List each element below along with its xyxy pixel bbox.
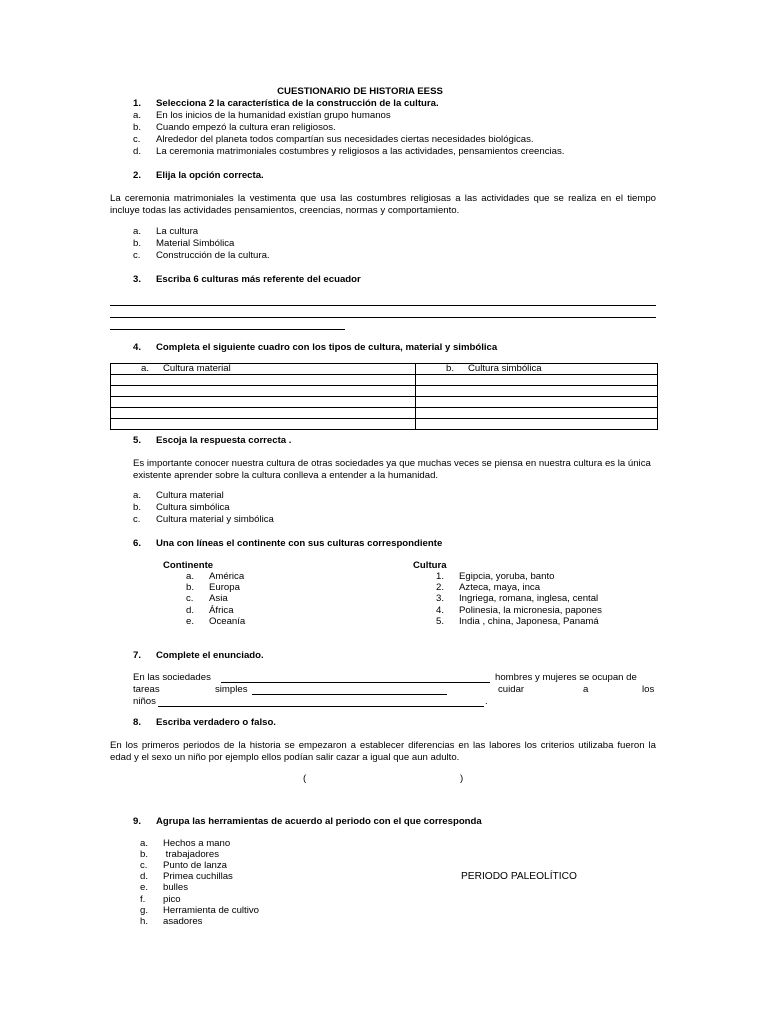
table-cell[interactable] — [416, 397, 658, 408]
sentence-text: hombres y mujeres se ocupan de — [495, 672, 637, 683]
option-letter: b. — [133, 122, 142, 133]
continent-name: África — [209, 605, 234, 616]
continent-header: Continente — [163, 560, 214, 571]
table-cell[interactable] — [111, 386, 416, 397]
culture-list: Azteca, maya, inca — [459, 582, 541, 593]
question-8-text: Escriba verdadero o falso. — [156, 717, 276, 728]
culture-list: Egipcia, yoruba, banto — [459, 571, 555, 582]
question-8-paragraph: En los primeros periodos de la historia se empezaron a establecer diferencias en las labores los criterios utilizaba fueron la edad y el sexo un niño por ejemplo ellos podían salir cazar a igual que aun adulto. — [110, 740, 656, 763]
item-letter: a. — [140, 838, 149, 849]
sentence-text: los — [642, 684, 655, 695]
option-letter: a. — [133, 490, 142, 501]
table-cell[interactable] — [416, 386, 658, 397]
table-header-row — [111, 364, 658, 375]
column-label: Cultura material — [163, 363, 231, 374]
culture-list: Polinesia, la micronesia, papones — [459, 605, 602, 616]
culture-header: Cultura — [413, 560, 447, 571]
continent-letter: c. — [186, 593, 194, 604]
fill-blank[interactable] — [221, 682, 490, 683]
option-text: Cultura material — [156, 490, 224, 501]
fill-blank[interactable] — [158, 706, 484, 707]
question-5-number: 5. — [133, 435, 142, 446]
tool-item: bulles — [163, 882, 189, 893]
option-text: Cultura material y simbólica — [156, 514, 274, 525]
sentence-text: cuidar — [498, 684, 525, 695]
culture-types-table — [110, 363, 658, 430]
question-7-text: Complete el enunciado. — [156, 650, 264, 661]
column-symbolic — [416, 364, 658, 375]
item-letter: b. — [140, 849, 149, 860]
continent-name: Asia — [209, 593, 228, 604]
sentence-text: En las sociedades — [133, 672, 211, 683]
question-3-text: Escriba 6 culturas más referente del ecuador — [156, 274, 361, 285]
table-row — [111, 397, 658, 408]
question-8-number: 8. — [133, 717, 142, 728]
culture-number: 1. — [436, 571, 445, 582]
culture-number: 5. — [436, 616, 445, 627]
table-cell[interactable] — [111, 408, 416, 419]
item-letter: h. — [140, 916, 149, 927]
culture-number: 2. — [436, 582, 445, 593]
tool-item: Herramienta de cultivo — [163, 905, 259, 916]
tool-item: Hechos a mano — [163, 838, 231, 849]
question-1-number: 1. — [133, 98, 142, 109]
question-4-number: 4. — [133, 342, 142, 353]
table-row — [111, 375, 658, 386]
item-letter: g. — [140, 905, 149, 916]
table-cell[interactable] — [416, 419, 658, 430]
sentence-text: . — [485, 696, 488, 707]
table-cell[interactable] — [416, 408, 658, 419]
table-cell[interactable] — [111, 419, 416, 430]
answer-line[interactable] — [110, 329, 345, 330]
question-5-text: Escoja la respuesta correcta . — [156, 435, 292, 446]
column-material — [111, 364, 416, 375]
option-text: Material Simbólica — [156, 238, 235, 249]
question-7-number: 7. — [133, 650, 142, 661]
column-letter: a. — [141, 363, 150, 374]
question-3-number: 3. — [133, 274, 142, 285]
sentence-text: simples — [215, 684, 248, 695]
option-letter: b. — [133, 238, 142, 249]
culture-list: Ingriega, romana, inglesa, cental — [459, 593, 599, 604]
option-letter: c. — [133, 134, 141, 145]
option-text: La ceremonia matrimoniales costumbres y religiosos a las actividades, pensamientos creencias. — [156, 146, 565, 157]
sentence-text: niños — [133, 696, 156, 707]
continent-name: Europa — [209, 582, 240, 593]
option-text: En los inicios de la humanidad existían grupo humanos — [156, 110, 391, 121]
option-letter: c. — [133, 250, 141, 261]
table-row — [111, 408, 658, 419]
tool-item: Primea cuchillas — [163, 871, 233, 882]
question-6-number: 6. — [133, 538, 142, 549]
answer-paren-open[interactable]: ( — [303, 773, 307, 784]
option-letter: a. — [133, 226, 142, 237]
question-2-text: Elija la opción correcta. — [156, 170, 264, 181]
sentence-text: tareas — [133, 684, 160, 695]
item-letter: e. — [140, 882, 149, 893]
option-text: Cuando empezó la cultura eran religiosos. — [156, 122, 336, 133]
fill-blank[interactable] — [252, 694, 447, 695]
question-6-text: Una con líneas el continente con sus culturas correspondiente — [156, 538, 443, 549]
table-cell[interactable] — [111, 397, 416, 408]
culture-number: 4. — [436, 605, 445, 616]
column-label: Cultura simbólica — [468, 363, 542, 374]
continent-letter: a. — [186, 571, 195, 582]
question-4-text: Completa el siguiente cuadro con los tipos de cultura, material y simbólica — [156, 342, 498, 353]
answer-line[interactable] — [110, 317, 656, 318]
question-1-text: Selecciona 2 la característica de la construcción de la cultura. — [156, 98, 439, 109]
continent-name: Oceanía — [209, 616, 246, 627]
tool-item: Punto de lanza — [163, 860, 228, 871]
option-letter: d. — [133, 146, 142, 157]
table-row — [111, 386, 658, 397]
culture-number: 3. — [436, 593, 445, 604]
item-letter: c. — [140, 860, 148, 871]
option-letter: c. — [133, 514, 141, 525]
question-2-paragraph: La ceremonia matrimoniales la vestimenta que usa las costumbres religiosas a las actividades que se realiza en el tiempo incluye todas las actividades pensamientos, creencias, normas y comportamiento. — [110, 193, 656, 216]
culture-list: India , china, Japonesa, Panamá — [459, 616, 599, 627]
option-text: Construcción de la cultura. — [156, 250, 270, 261]
option-text: La cultura — [156, 226, 199, 237]
sentence-text: a — [583, 684, 589, 695]
table-cell[interactable] — [416, 375, 658, 386]
option-text: Alrededor del planeta todos compartían sus necesidades ciertas necesidades biológicas. — [156, 134, 534, 145]
question-9-number: 9. — [133, 816, 142, 827]
column-letter: b. — [446, 363, 455, 374]
tool-item: asadores — [163, 916, 203, 927]
question-2-number: 2. — [133, 170, 142, 181]
table-row — [111, 419, 658, 430]
option-text: Cultura simbólica — [156, 502, 230, 513]
continent-letter: d. — [186, 605, 195, 616]
answer-paren-close[interactable]: ) — [460, 773, 464, 784]
option-letter: a. — [133, 110, 142, 121]
question-9-text: Agrupa las herramientas de acuerdo al periodo con el que corresponda — [156, 816, 482, 827]
table-cell[interactable] — [111, 375, 416, 386]
question-5-paragraph: Es importante conocer nuestra cultura de otras sociedades ya que muchas veces se piensa en nuestra cultura es la única existente aprender sobre la cultura conlleva a entender a la humanidad. — [133, 458, 651, 481]
continent-letter: b. — [186, 582, 195, 593]
tool-item: pico — [163, 894, 181, 905]
item-letter: f. — [140, 894, 146, 905]
page-title: CUESTIONARIO DE HISTORIA EESS — [277, 86, 443, 97]
period-label: PERIODO PALEOLÍTICO — [461, 871, 577, 882]
continent-name: América — [209, 571, 245, 582]
answer-line[interactable] — [110, 305, 656, 306]
tool-item: trabajadores — [163, 849, 219, 860]
continent-letter: e. — [186, 616, 195, 627]
item-letter: d. — [140, 871, 149, 882]
option-letter: b. — [133, 502, 142, 513]
